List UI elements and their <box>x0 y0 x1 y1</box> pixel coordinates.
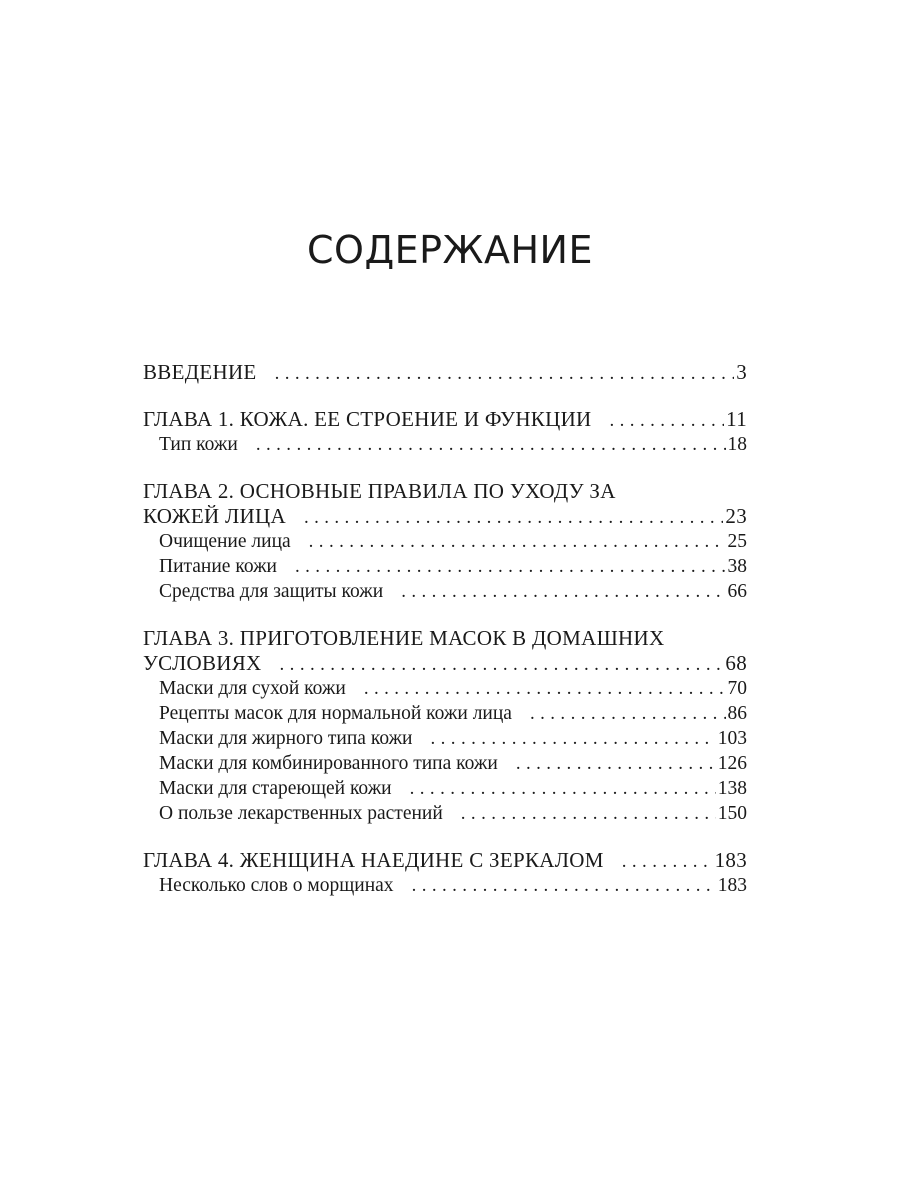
dot-leader <box>304 505 723 530</box>
dot-leader <box>275 361 735 386</box>
toc-subentry <box>143 776 747 801</box>
toc-subentry <box>143 676 747 701</box>
toc-page-number: 3 <box>736 360 747 384</box>
dot-leader <box>295 554 726 579</box>
dot-leader <box>622 849 713 874</box>
toc-entry-title: КОЖЕЙ ЛИЦА <box>143 504 286 528</box>
toc-subentry <box>143 873 747 898</box>
toc-entry-title: УСЛОВИЯХ <box>143 651 262 675</box>
toc-page-number: 18 <box>727 434 747 455</box>
dot-leader <box>461 801 716 826</box>
dot-leader <box>401 579 725 604</box>
toc-group <box>143 479 747 604</box>
dot-leader <box>410 776 716 801</box>
toc-entry <box>143 848 747 873</box>
toc-entry <box>143 360 747 385</box>
toc-page-number: 86 <box>727 703 747 724</box>
toc-group <box>143 360 747 385</box>
toc-entry-title: О пользе лекарственных растений <box>159 803 443 824</box>
toc-page-number: 25 <box>727 531 747 552</box>
toc-entry-title: ГЛАВА 4. ЖЕНЩИНА НАЕДИНЕ С ЗЕРКАЛОМ <box>143 848 604 872</box>
toc-page-number: 183 <box>714 848 747 872</box>
toc-entry-title: Рецепты масок для нормальной кожи лица <box>159 703 512 724</box>
dot-leader <box>280 652 724 677</box>
toc-entry-title: Питание кожи <box>159 556 277 577</box>
dot-leader <box>431 726 716 751</box>
toc-group <box>143 407 747 457</box>
toc-page-number: 70 <box>727 678 747 699</box>
toc-page-number: 66 <box>727 581 747 602</box>
toc-entry-title: Маски для стареющей кожи <box>159 778 392 799</box>
toc-page-number: 126 <box>717 753 747 774</box>
toc-entry-title: ГЛАВА 2. ОСНОВНЫЕ ПРАВИЛА ПО УХОДУ ЗА <box>143 479 616 503</box>
dot-leader <box>516 751 716 776</box>
toc-group <box>143 626 747 826</box>
toc-subentry <box>143 432 747 457</box>
toc-page-number: 23 <box>725 504 747 528</box>
toc-entry <box>143 651 747 676</box>
toc-entry-title: Маски для сухой кожи <box>159 678 346 699</box>
dot-leader <box>530 701 726 726</box>
toc-group <box>143 848 747 898</box>
dot-leader <box>610 408 725 433</box>
toc-page-number: 183 <box>717 875 747 896</box>
toc-subentry <box>143 751 747 776</box>
dot-leader <box>364 676 726 701</box>
toc-entry-title: Очищение лица <box>159 531 291 552</box>
dot-leader <box>412 873 716 898</box>
toc-entry <box>143 504 747 529</box>
toc-page-number: 11 <box>726 407 747 431</box>
toc-subentry <box>143 726 747 751</box>
toc-page-number: 68 <box>725 651 747 675</box>
toc-page-number: 150 <box>717 803 747 824</box>
toc-entry-title: Несколько слов о морщинах <box>159 875 394 896</box>
dot-leader <box>309 529 726 554</box>
toc-entry-title: ВВЕДЕНИЕ <box>143 360 257 384</box>
toc-subentry <box>143 801 747 826</box>
toc-entry-title: ГЛАВА 1. КОЖА. ЕЕ СТРОЕНИЕ И ФУНКЦИИ <box>143 407 592 431</box>
toc-subentry <box>143 554 747 579</box>
toc-entry-title: ГЛАВА 3. ПРИГОТОВЛЕНИЕ МАСОК В ДОМАШНИХ <box>143 626 665 650</box>
toc-entry-title: Маски для комбинированного типа кожи <box>159 753 498 774</box>
toc-page-number: 138 <box>717 778 747 799</box>
toc-subentry <box>143 579 747 604</box>
toc-subentry <box>143 701 747 726</box>
toc-page-number: 38 <box>727 556 747 577</box>
toc-entry <box>143 479 747 504</box>
page-title: СОДЕРЖАНИЕ <box>307 228 593 272</box>
toc-page-number: 103 <box>717 728 747 749</box>
table-of-contents <box>143 360 747 920</box>
toc-entry-title: Маски для жирного типа кожи <box>159 728 413 749</box>
toc-subentry <box>143 529 747 554</box>
toc-entry-title: Тип кожи <box>159 434 238 455</box>
toc-entry <box>143 407 747 432</box>
toc-entry <box>143 626 747 651</box>
dot-leader <box>256 432 726 457</box>
toc-entry-title: Средства для защиты кожи <box>159 581 384 602</box>
